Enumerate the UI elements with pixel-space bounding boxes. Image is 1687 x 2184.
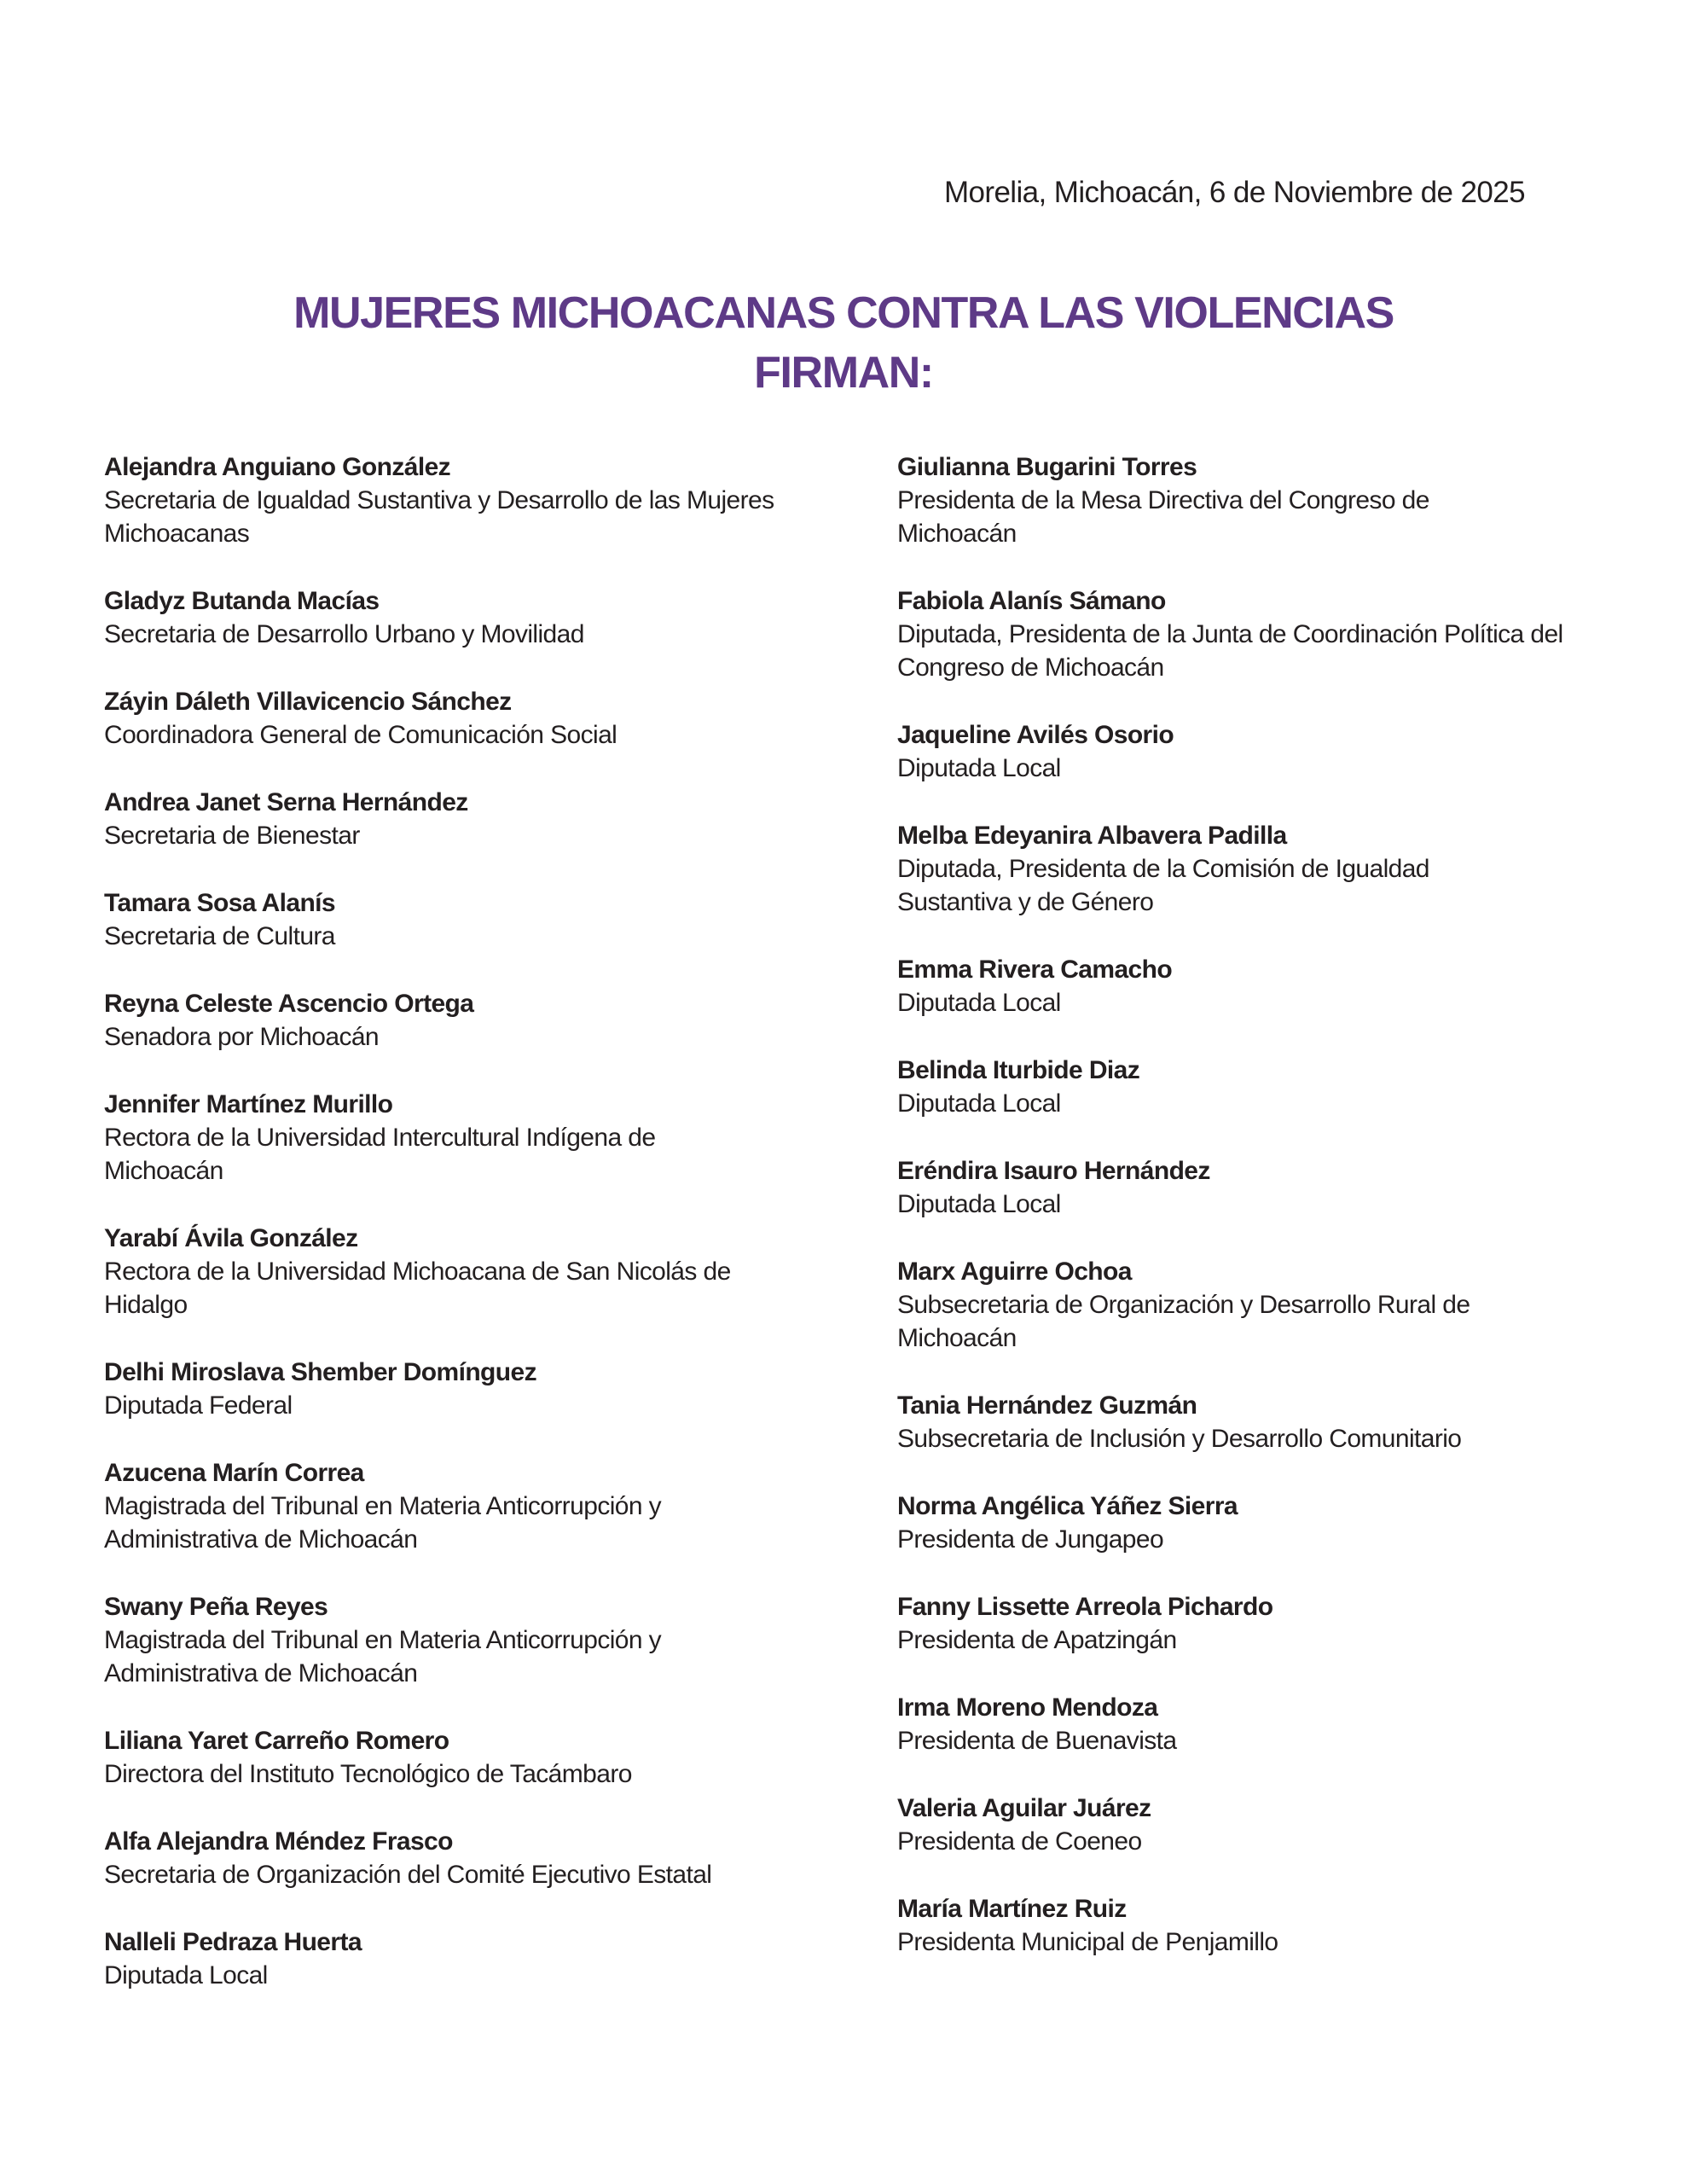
signer-entry bbox=[104, 685, 855, 752]
signer-role: Directora del Instituto Tecnológico de Tacámbaro bbox=[104, 1760, 632, 1788]
signer-role: Magistrada del Tribunal en Materia Anticorrupción y Administrativa de Michoacán bbox=[104, 1626, 662, 1687]
signer-entry bbox=[104, 1926, 855, 1992]
signer-entry bbox=[104, 1456, 855, 1556]
signer-entry bbox=[104, 1724, 855, 1791]
signer-role: Diputada Local bbox=[897, 1089, 1061, 1118]
signer-entry bbox=[104, 786, 855, 852]
signer-name: Emma Rivera Camacho bbox=[897, 956, 1173, 984]
signer-entry bbox=[897, 1792, 1648, 1858]
signer-name: Melba Edeyanira Albavera Padilla bbox=[897, 822, 1287, 850]
signer-role: Presidenta de Apatzingán bbox=[897, 1626, 1177, 1654]
signer-name: Alejandra Anguiano González bbox=[104, 453, 451, 481]
signer-name: Fabiola Alanís Sámano bbox=[897, 587, 1166, 615]
signer-entry bbox=[897, 718, 1648, 785]
signer-entry bbox=[897, 1389, 1648, 1455]
signer-entry bbox=[897, 1590, 1648, 1657]
signer-entry bbox=[897, 819, 1648, 919]
signer-name: Swany Peña Reyes bbox=[104, 1593, 328, 1621]
signer-entry bbox=[104, 584, 855, 651]
signer-entry bbox=[104, 1825, 855, 1891]
signer-name: Reyna Celeste Ascencio Ortega bbox=[104, 990, 474, 1018]
signer-entry bbox=[897, 450, 1648, 550]
signer-role: Senadora por Michoacán bbox=[104, 1023, 380, 1051]
signer-entry bbox=[897, 1691, 1648, 1757]
signer-role: Secretaria de Cultura bbox=[104, 922, 335, 950]
signer-name: Andrea Janet Serna Hernández bbox=[104, 788, 468, 816]
signer-name: Valeria Aguilar Juárez bbox=[897, 1794, 1151, 1822]
signer-name: Marx Aguirre Ochoa bbox=[897, 1258, 1132, 1286]
signer-name: Liliana Yaret Carreño Romero bbox=[104, 1727, 449, 1755]
signer-name: Fanny Lissette Arreola Pichardo bbox=[897, 1593, 1273, 1621]
signers-column-right bbox=[897, 450, 1648, 1993]
signer-name: Giulianna Bugarini Torres bbox=[897, 453, 1197, 481]
signer-entry bbox=[104, 1356, 855, 1422]
signer-name: Belinda Iturbide Diaz bbox=[897, 1056, 1140, 1084]
signer-role: Subsecretaria de Organización y Desarrollo Rural de Michoacán bbox=[897, 1291, 1470, 1352]
signer-name: Irma Moreno Mendoza bbox=[897, 1693, 1158, 1722]
signer-name: Yarabí Ávila González bbox=[104, 1224, 358, 1252]
signer-role: Diputada Local bbox=[897, 1190, 1061, 1218]
title-line-2: FIRMAN: bbox=[754, 348, 933, 398]
signer-name: Delhi Miroslava Shember Domínguez bbox=[104, 1358, 536, 1386]
signer-role: Secretaria de Bienestar bbox=[104, 822, 360, 850]
signer-entry bbox=[897, 1892, 1648, 1959]
signer-role: Presidenta Municipal de Penjamillo bbox=[897, 1928, 1278, 1956]
signer-role: Rectora de la Universidad Intercultural Indígena de Michoacán bbox=[104, 1124, 656, 1185]
signer-entry bbox=[897, 1054, 1648, 1120]
signer-role: Presidenta de Buenavista bbox=[897, 1727, 1177, 1755]
signer-role: Subsecretaria de Inclusión y Desarrollo Comunitario bbox=[897, 1425, 1462, 1453]
signer-entry bbox=[104, 987, 855, 1054]
signer-role: Secretaria de Igualdad Sustantiva y Desarrollo de las Mujeres Michoacanas bbox=[104, 486, 774, 548]
signer-name: Eréndira Isauro Hernández bbox=[897, 1157, 1210, 1185]
signer-role: Diputada Local bbox=[897, 989, 1061, 1017]
signer-role: Magistrada del Tribunal en Materia Anticorrupción y Administrativa de Michoacán bbox=[104, 1492, 662, 1554]
signer-entry bbox=[104, 886, 855, 953]
signer-name: Azucena Marín Correa bbox=[104, 1459, 364, 1487]
signer-role: Secretaria de Organización del Comité Ejecutivo Estatal bbox=[104, 1861, 712, 1889]
signer-role: Diputada Local bbox=[897, 754, 1061, 782]
signer-name: María Martínez Ruiz bbox=[897, 1895, 1127, 1923]
signer-name: Záyin Dáleth Villavicencio Sánchez bbox=[104, 688, 512, 716]
signer-name: Alfa Alejandra Méndez Frasco bbox=[104, 1827, 453, 1856]
signer-name: Jennifer Martínez Murillo bbox=[104, 1090, 393, 1118]
signer-role: Rectora de la Universidad Michoacana de San Nicolás de Hidalgo bbox=[104, 1258, 731, 1319]
signer-entry bbox=[897, 1154, 1648, 1221]
signers-column-left bbox=[104, 450, 855, 2026]
signer-role: Diputada, Presidenta de la Comisión de Igualdad Sustantiva y de Género bbox=[897, 855, 1429, 916]
signer-role: Presidenta de Jungapeo bbox=[897, 1525, 1164, 1554]
signer-role: Secretaria de Desarrollo Urbano y Movilidad bbox=[104, 620, 584, 648]
signer-entry bbox=[897, 953, 1648, 1019]
signer-role: Presidenta de Coeneo bbox=[897, 1827, 1142, 1856]
title-line-1: MUJERES MICHOACANAS CONTRA LAS VIOLENCIAS bbox=[293, 288, 1394, 338]
signer-name: Nalleli Pedraza Huerta bbox=[104, 1928, 362, 1956]
signer-name: Norma Angélica Yáñez Sierra bbox=[897, 1492, 1238, 1520]
signer-name: Gladyz Butanda Macías bbox=[104, 587, 380, 615]
signer-entry bbox=[897, 584, 1648, 684]
signer-entry bbox=[897, 1255, 1648, 1355]
signer-role: Diputada, Presidenta de la Junta de Coordinación Política del Congreso de Michoacán bbox=[897, 620, 1563, 682]
signer-name: Tania Hernández Guzmán bbox=[897, 1391, 1197, 1420]
document-title bbox=[0, 283, 1687, 403]
signer-role: Coordinadora General de Comunicación Social bbox=[104, 721, 617, 749]
signer-entry bbox=[104, 1088, 855, 1188]
signer-entry bbox=[104, 1590, 855, 1690]
signer-role: Diputada Federal bbox=[104, 1391, 293, 1420]
signer-entry bbox=[897, 1490, 1648, 1556]
signer-entry bbox=[104, 450, 855, 550]
signer-role: Presidenta de la Mesa Directiva del Congreso de Michoacán bbox=[897, 486, 1429, 548]
signer-entry bbox=[104, 1222, 855, 1321]
signer-role: Diputada Local bbox=[104, 1961, 268, 1989]
place-and-date: Morelia, Michoacán, 6 de Noviembre de 2025 bbox=[943, 176, 1525, 209]
signer-name: Jaqueline Avilés Osorio bbox=[897, 721, 1174, 749]
signer-name: Tamara Sosa Alanís bbox=[104, 889, 335, 917]
